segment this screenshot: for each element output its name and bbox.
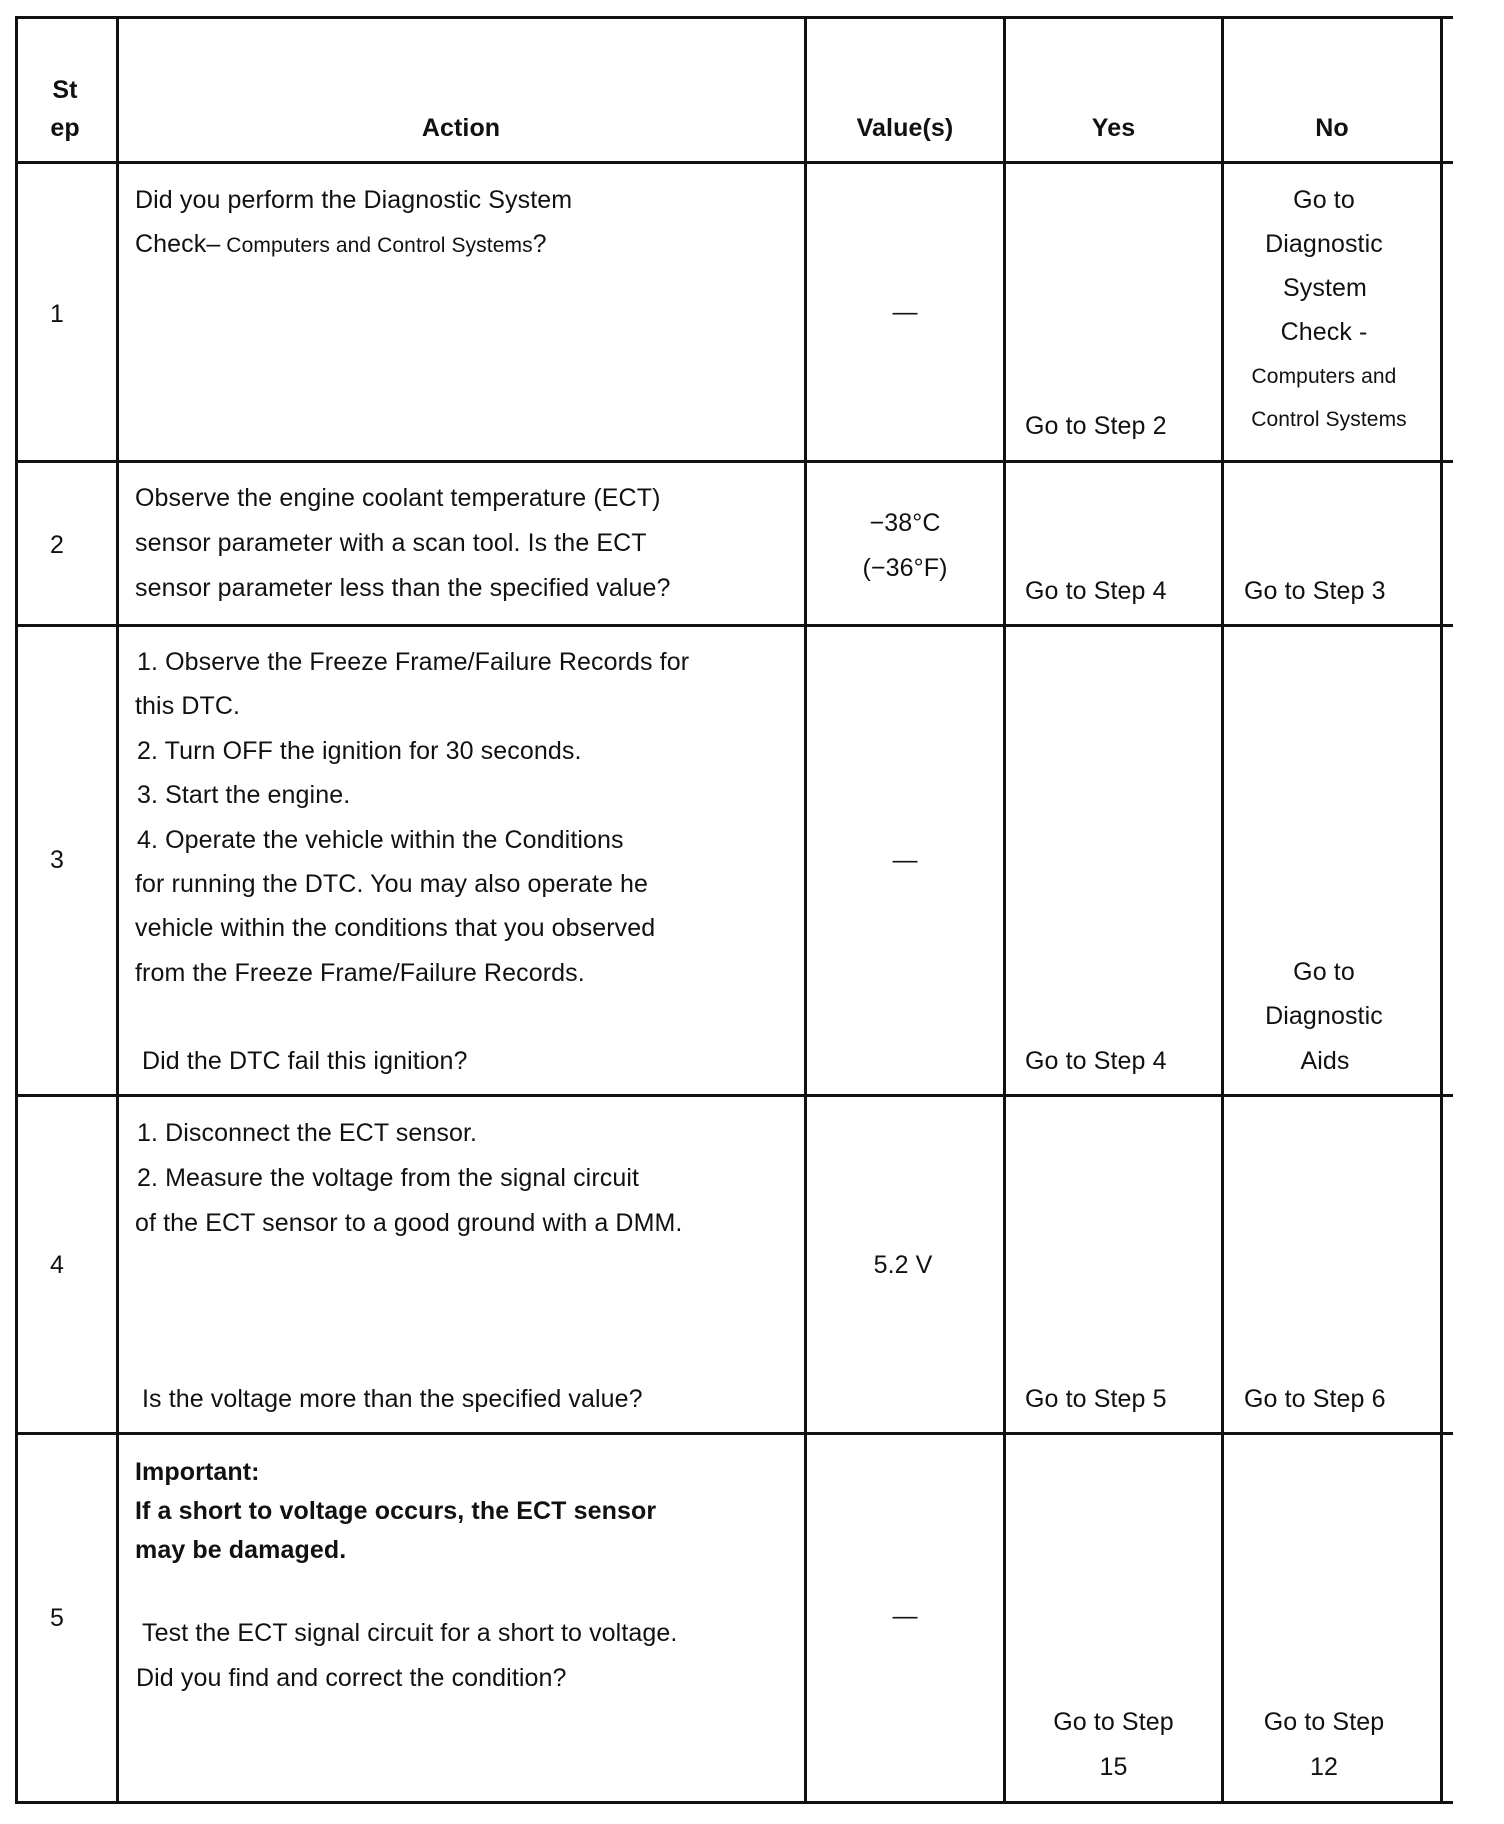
- value-text: —: [892, 846, 918, 874]
- action-text: 2. Turn OFF the ignition for 30 seconds.: [137, 737, 582, 765]
- grid-line: [15, 16, 18, 1804]
- action-text: vehicle within the conditions that you observed: [135, 914, 656, 942]
- no-link[interactable]: Go to Step: [1263, 1708, 1385, 1736]
- action-text-part: Check–: [135, 230, 221, 258]
- action-text: Did you perform the Diagnostic System: [135, 186, 573, 214]
- no-link[interactable]: Control Systems: [1251, 408, 1407, 431]
- diagnostic-table: [15, 16, 1453, 1804]
- no-link[interactable]: Diagnostic: [1265, 1002, 1383, 1030]
- grid-line: [15, 1432, 1453, 1435]
- action-text: 1. Disconnect the ECT sensor.: [137, 1119, 478, 1147]
- action-text: 4. Operate the vehicle within the Conditions: [137, 826, 624, 854]
- action-text: this DTC.: [135, 692, 241, 720]
- grid-line: [15, 1801, 1453, 1804]
- value-text: (−36°F): [862, 554, 948, 582]
- no-link[interactable]: Check -: [1280, 318, 1368, 346]
- action-question: Is the voltage more than the specified value?: [142, 1385, 643, 1413]
- step-number: 2: [50, 531, 65, 559]
- no-link[interactable]: Computers and: [1251, 365, 1397, 388]
- header-step: [35, 78, 95, 103]
- header-values: Value(s): [856, 114, 954, 142]
- no-link[interactable]: Go to: [1293, 958, 1355, 986]
- value-text: −38°C: [869, 509, 941, 537]
- important-text: If a short to voltage occurs, the ECT sensor: [135, 1497, 657, 1525]
- action-text-part: ?: [532, 230, 547, 258]
- no-link[interactable]: Go to Step 3: [1244, 577, 1386, 605]
- grid-line: [15, 460, 1453, 463]
- action-text: Observe the engine coolant temperature (ECT): [135, 484, 661, 512]
- yes-link[interactable]: Go to Step 2: [1025, 412, 1167, 440]
- grid-line: [804, 16, 807, 1804]
- action-text: sensor parameter less than the specified value?: [135, 574, 671, 602]
- action-text: for running the DTC. You may also operate he: [135, 870, 649, 898]
- header-no: No: [1315, 114, 1349, 142]
- grid-line: [15, 624, 1453, 627]
- grid-line: [15, 16, 1453, 19]
- grid-line: [15, 161, 1453, 164]
- action-text: Test the ECT signal circuit for a short to voltage.: [142, 1619, 678, 1647]
- step-number: 4: [50, 1251, 65, 1279]
- step-number: 1: [50, 300, 65, 328]
- grid-line: [15, 1094, 1453, 1097]
- yes-link[interactable]: Go to Step: [1053, 1708, 1174, 1736]
- grid-line: [1003, 16, 1006, 1804]
- header-step-line2: ep: [50, 114, 80, 142]
- grid-line: [1440, 16, 1443, 1804]
- action-question: Did the DTC fail this ignition?: [142, 1047, 468, 1075]
- action-text: 1. Observe the Freeze Frame/Failure Records for: [137, 648, 690, 676]
- yes-link[interactable]: Go to Step 4: [1025, 1047, 1167, 1075]
- action-text: 3. Start the engine.: [137, 781, 351, 809]
- action-question: Did you find and correct the condition?: [136, 1664, 567, 1692]
- yes-link[interactable]: Go to Step 4: [1025, 577, 1167, 605]
- header-action: Action: [421, 114, 501, 142]
- action-text: from the Freeze Frame/Failure Records.: [135, 959, 585, 987]
- action-text-part: Computers and Control Systems: [220, 234, 533, 257]
- no-link[interactable]: System: [1283, 274, 1367, 302]
- value-text: 5.2 V: [873, 1251, 933, 1279]
- action-text: [135, 232, 547, 257]
- value-text: —: [892, 298, 918, 326]
- no-link[interactable]: Go to: [1293, 186, 1355, 214]
- step-number: 5: [50, 1604, 65, 1632]
- no-link[interactable]: Go to Step 6: [1244, 1385, 1386, 1413]
- step-number: 3: [50, 846, 65, 874]
- action-text: 2. Measure the voltage from the signal circuit: [137, 1164, 640, 1192]
- value-text: —: [892, 1602, 918, 1630]
- header-yes: Yes: [1091, 114, 1136, 142]
- important-label: Important:: [135, 1458, 260, 1486]
- grid-line: [116, 16, 119, 1804]
- yes-link[interactable]: 15: [1099, 1753, 1128, 1781]
- header-step-line1: St: [52, 76, 78, 104]
- header-step: [35, 116, 95, 141]
- no-link[interactable]: Aids: [1300, 1047, 1350, 1075]
- yes-link[interactable]: Go to Step 5: [1025, 1385, 1167, 1413]
- important-text: may be damaged.: [135, 1536, 347, 1564]
- no-link[interactable]: 12: [1309, 1753, 1338, 1781]
- action-text: of the ECT sensor to a good ground with a DMM.: [135, 1209, 683, 1237]
- no-link[interactable]: Diagnostic: [1265, 230, 1383, 258]
- action-text: sensor parameter with a scan tool. Is the ECT: [135, 529, 647, 557]
